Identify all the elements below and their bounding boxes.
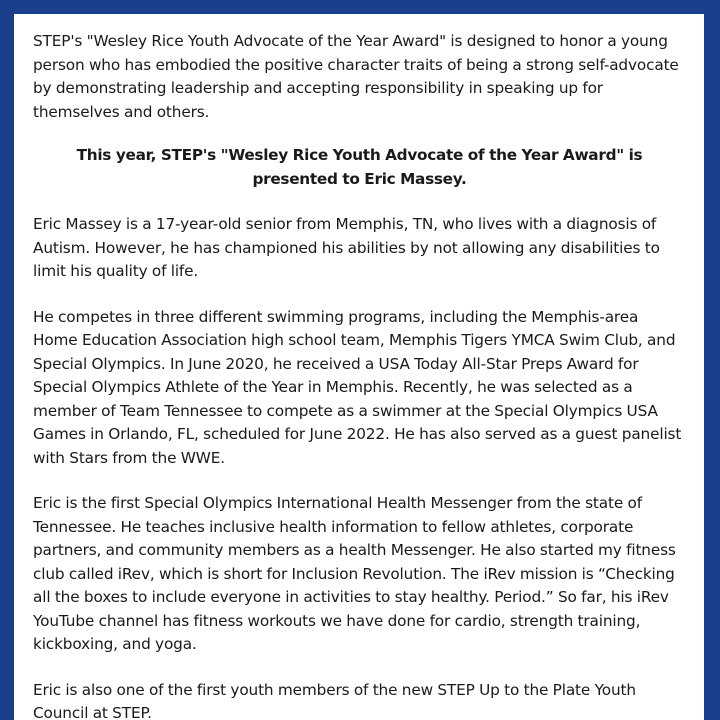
document-panel <box>14 14 704 720</box>
award-announcement: This year, STEP's "Wesley Rice Youth Advocate of the Year Award" is presented to Eric Massey. <box>76 146 643 188</box>
intro-paragraph: STEP's "Wesley Rice Youth Advocate of the Year Award" is designed to honor a young person who has embodied the positive character traits of being a strong self-advocate by demonstrating leadership and accepting responsibility in speaking up for themselves and others. <box>33 32 679 121</box>
health-messenger-paragraph: Eric is the first Special Olympics International Health Messenger from the state of Tennessee. He teaches inclusive health information to fellow athletes, corporate partners, and community members as a health Messenger. He also started my fitness club called iRev, which is short for Inclusion Revolution. The iRev mission is “Checking all the boxes to include everyone in activities to stay healthy. Period.” So far, his iRev YouTube channel has fitness workouts we have done for cardio, strength training, kickboxing, and yoga. <box>33 494 676 653</box>
swimming-paragraph: He competes in three different swimming programs, including the Memphis-area Home Education Association high school team, Memphis Tigers YMCA Swim Club, and Special Olympics. In June 2020, he received a USA Today All-Star Preps Award for Special Olympics Athlete of the Year in Memphis. Recently, he was selected as a member of Team Tennessee to compete as a swimmer at the Special Olympics USA Games in Orlando, FL, scheduled for June 2022. He has also served as a guest panelist with Stars from the WWE. <box>33 307 682 467</box>
bio-paragraph: Eric Massey is a 17-year-old senior from Memphis, TN, who lives with a diagnosis of Autism. However, he has championed his abilities by not allowing any disabilities to limit his quality of life. <box>33 215 660 280</box>
youth-council-paragraph: Eric is also one of the first youth members of the new STEP Up to the Plate Youth Council at STEP. <box>33 680 636 720</box>
